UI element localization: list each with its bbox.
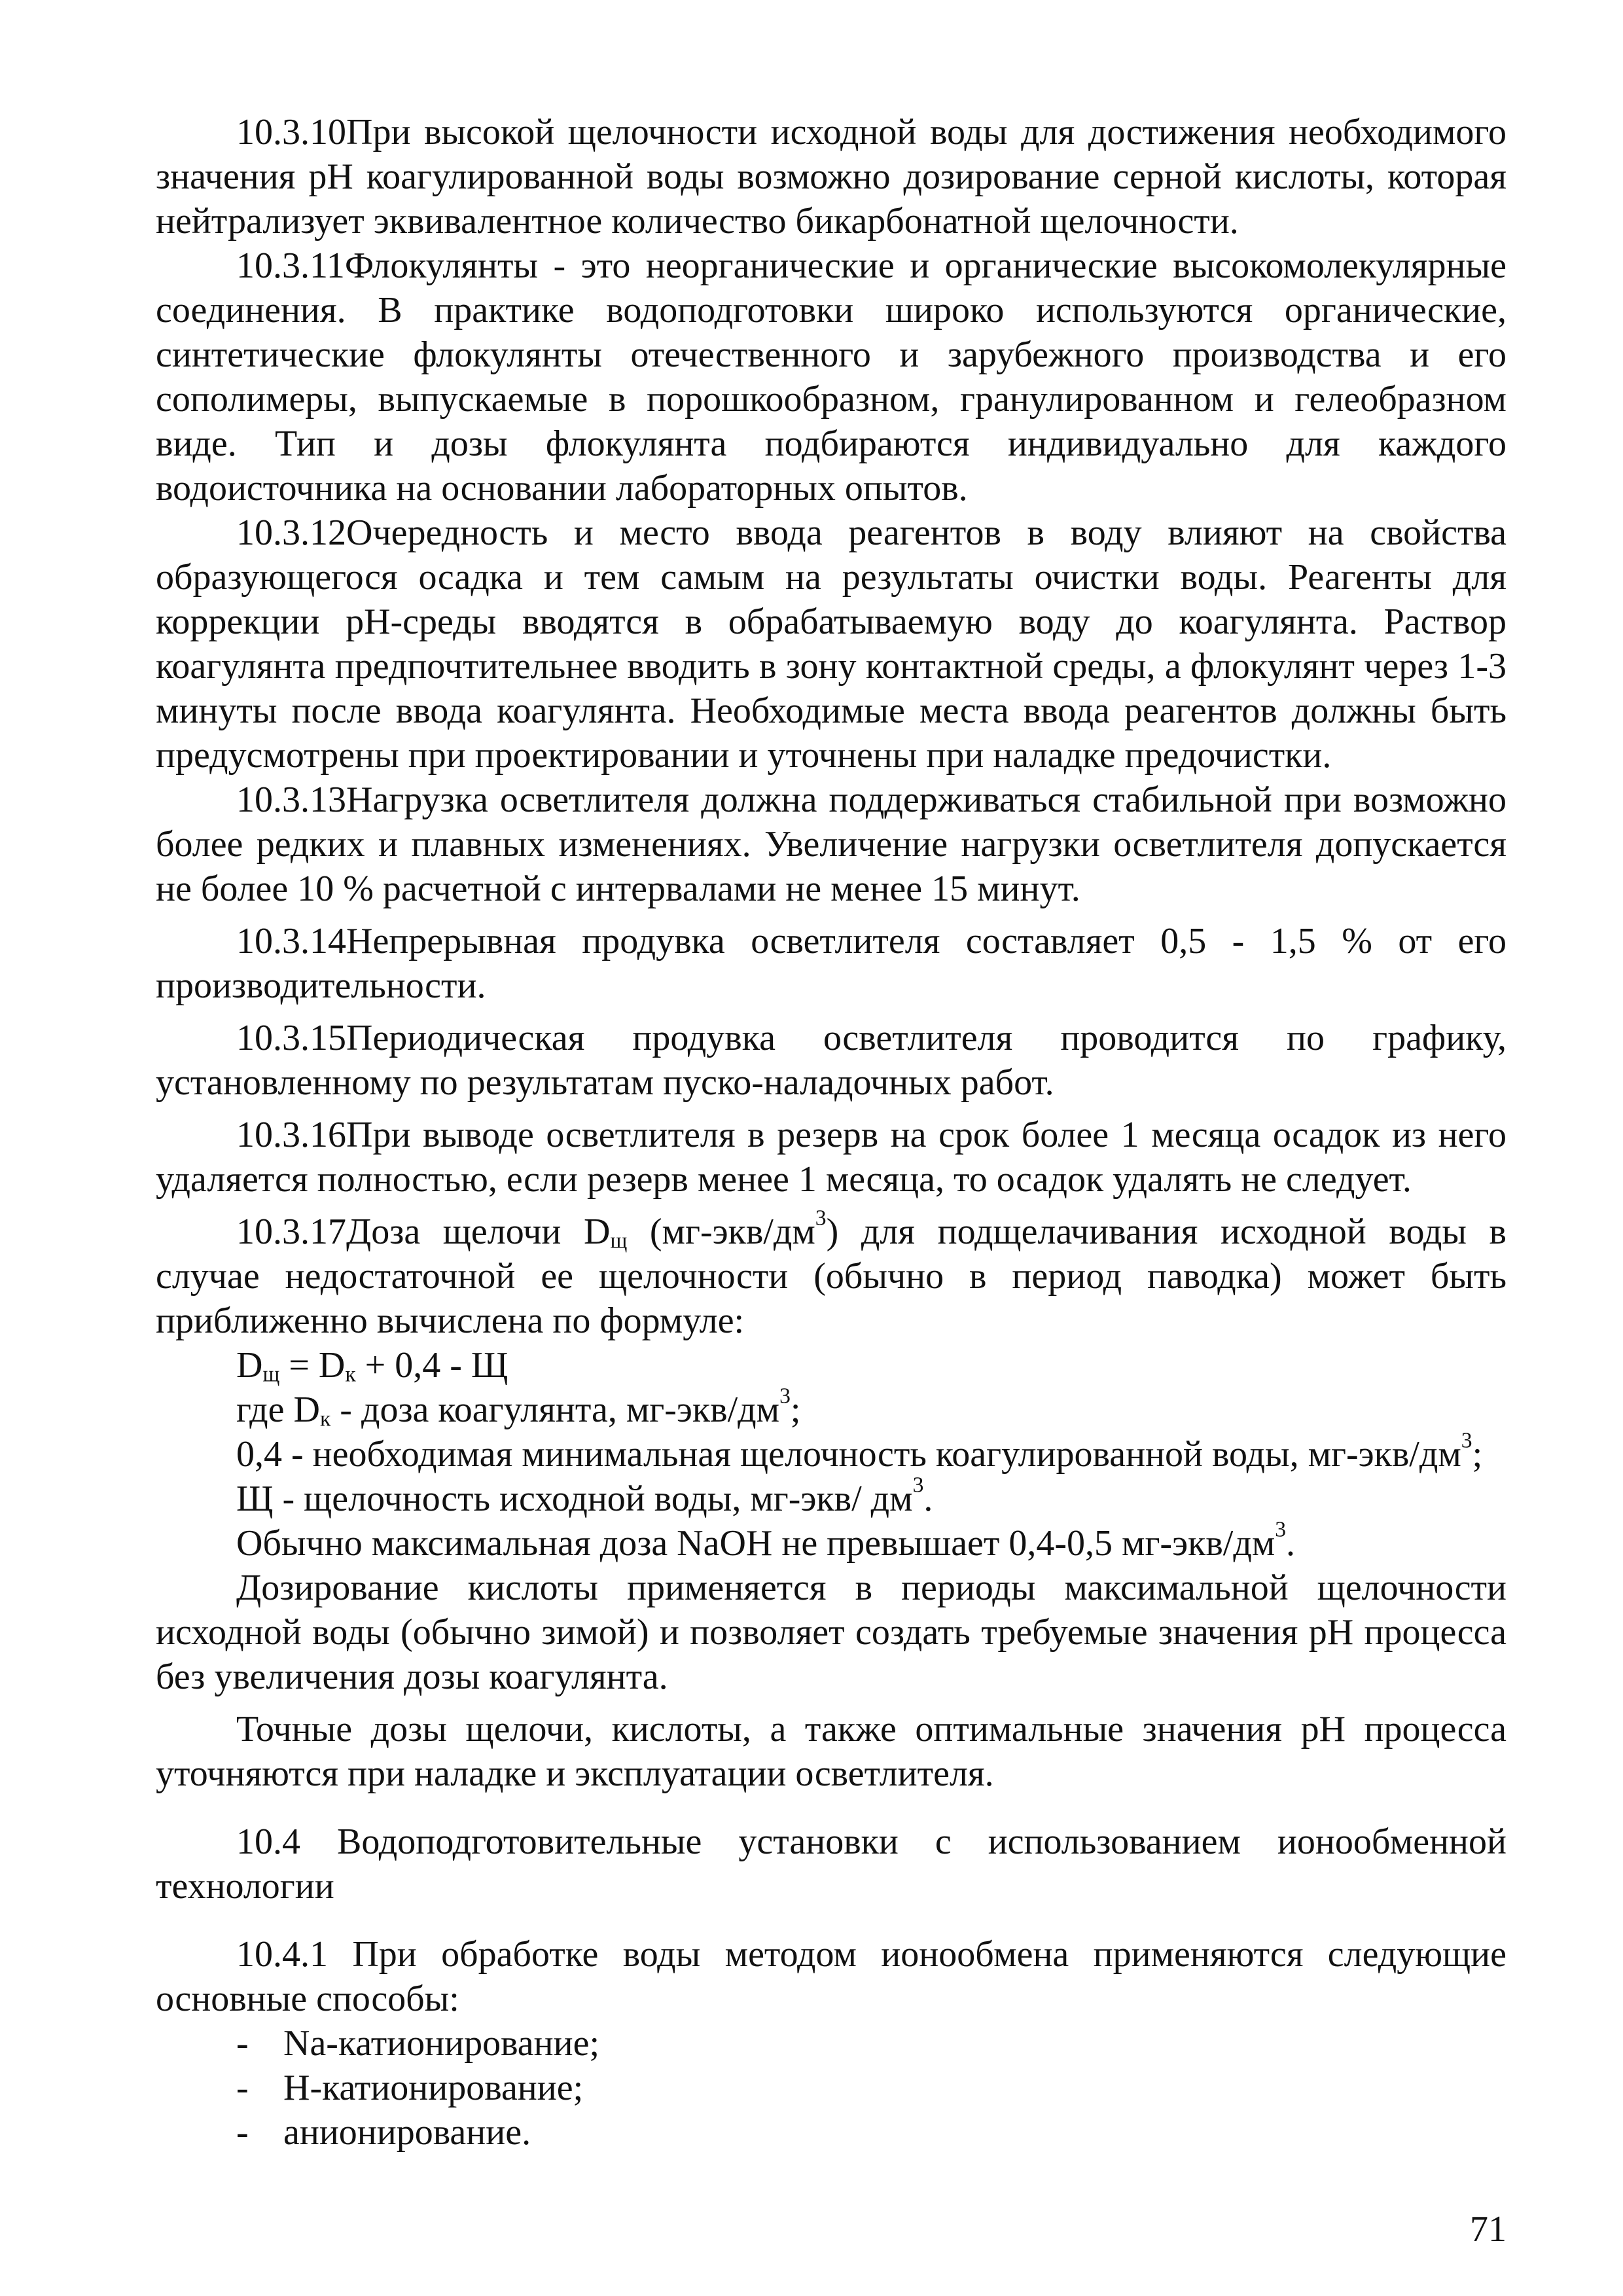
superscript: 3 — [912, 1473, 924, 1498]
subscript: к — [319, 1407, 331, 1431]
subscript: к — [345, 1362, 356, 1387]
clause-number: 10.3.15 — [236, 1018, 346, 1058]
paragraph-text: Очередность и место ввода реагентов в воду влияют на свойства образующегося осадка и тем самым на результаты очистки воды. Реагенты для коррекции pH-среды вводятся в обрабатываемую воду до коагулянта. Раствор коагулянта предпочтительнее вводить в зону контактной среды, а флокулянт через 1-3 минуты после ввода коагулянта. Необходимые места ввода реагентов должны быть предусмотрены при проектировании и уточнены при наладке предочистки. — [156, 512, 1507, 776]
paragraph-text: При обработке воды методом ионообмена применяются следующие основные способы: — [156, 1934, 1507, 2019]
clause-number: 10.3.10 — [236, 112, 346, 152]
clause-number: 10.3.11 — [236, 245, 345, 286]
list-dash: - — [236, 2023, 249, 2064]
note-acid-dosing: Дозирование кислоты применяется в периоды максимальной щелочности исходной воды (обычно зимой) и позволяет создать требуемые значения pH процесса без увеличения дозы коагулянта. — [156, 1568, 1507, 1697]
formula-legend-dk: где $D_к$ - доза коагулянта, $мг-экв/дм^3$; — [236, 1384, 801, 1431]
formula-legend-shch: Щ - щелочность исходной воды, мг-экв/ $дм^3$. — [236, 1473, 933, 1519]
clause-number: 10.3.16 — [236, 1115, 346, 1155]
paragraph-10-4-1 — [156, 1932, 1507, 2021]
ion-exchange-methods-list — [156, 2021, 1507, 2155]
paragraph-text: Непрерывная продувка осветлителя составляет 0,5 - 1,5 % от его производительности. — [156, 921, 1507, 1006]
clause-number: 10.3.14 — [236, 921, 346, 961]
list-item: - Н-катионирование; — [236, 2066, 1507, 2110]
paragraph-10-3-11 — [156, 243, 1507, 511]
paragraph-10-3-10 — [156, 110, 1507, 243]
paragraph-10-3-13 — [156, 778, 1507, 911]
list-dash: - — [236, 2068, 249, 2108]
list-item: - анионирование. — [236, 2110, 1507, 2155]
paragraph-10-3-12 — [156, 511, 1507, 778]
list-item: - Na-катионирование; — [236, 2021, 1507, 2066]
subscript: щ — [610, 1229, 628, 1253]
paragraph-text: При высокой щелочности исходной воды для достижения необходимого значения pH коагулированной воды возможно дозирование серной кислоты, которая нейтрализует эквивалентное количество бикарбонатной щелочности. — [156, 112, 1507, 242]
paragraph-text: Периодическая продувка осветлителя проводится по графику, установленному по результатам пуско-наладочных работ. — [156, 1018, 1507, 1103]
paragraph-10-3-14 — [156, 919, 1507, 1008]
paragraph-10-3-17: 10.3.17Доза щелочи $D_щ$ $(мг-экв/дм^3)$ для подщелачивания исходной воды в случае недостаточной ее щелочности (обычно в период паводка) может быть приближенно вычислена по формуле: — [156, 1206, 1507, 1341]
list-dash: - — [236, 2112, 249, 2153]
superscript: 3 — [815, 1206, 827, 1230]
alkali-dose-formula: $D_щ = D_к + 0,4 - Щ$ — [236, 1345, 508, 1387]
section-heading-10-4 — [156, 1820, 1507, 1909]
document-page — [156, 110, 1507, 2155]
superscript: 3 — [1461, 1428, 1472, 1453]
note-naoh-dose: Обычно максимальная доза NaOH не превышает 0,4-0,5 $мг-экв/дм^3$. — [236, 1517, 1296, 1564]
section-number: 10.4 — [236, 1821, 300, 1862]
superscript: 3 — [779, 1384, 791, 1408]
note-exact-doses: Точные дозы щелочи, кислоты, а также оптимальные значения pH процесса уточняются при наладке и эксплуатации осветлителя. — [156, 1709, 1507, 1794]
superscript: 3 — [1275, 1517, 1287, 1542]
clause-number: 10.4.1 — [236, 1934, 328, 1975]
paragraph-text: Флокулянты - это неорганические и органические высокомолекулярные соединения. В практике водоподготовки широко используются органические, синтетические флокулянты отечественного и зарубежного производства и его сополимеры, выпускаемые в порошкообразном, гранулированном и гелеобразном виде. Тип и дозы флокулянта подбираются индивидуально для каждого водоисточника на основании лабораторных опытов. — [156, 245, 1507, 509]
formula-legend-min-alkalinity: 0,4 - необходимая минимальная щелочность коагулированной воды, $мг-экв/дм^3$; — [236, 1428, 1483, 1475]
subscript: щ — [262, 1362, 280, 1387]
paragraph-10-3-16 — [156, 1113, 1507, 1202]
clause-number: 10.3.13 — [236, 780, 346, 820]
paragraph-text: При выводе осветлителя в резерв на срок более 1 месяца осадок из него удаляется полностью, если резерв менее 1 месяца, то осадок удалять не следует. — [156, 1115, 1507, 1200]
paragraph-text: Нагрузка осветлителя должна поддерживаться стабильной при возможно более редких и плавных изменениях. Увеличение нагрузки осветлителя допускается не более 10 % расчетной с интервалами не менее 15 минут. — [156, 780, 1507, 909]
clause-number: 10.3.12 — [236, 512, 346, 553]
clause-number: 10.3.17 — [236, 1211, 346, 1252]
paragraph-10-3-15 — [156, 1016, 1507, 1105]
section-title: Водоподготовительные установки с использованием ионообменной технологии — [156, 1821, 1507, 1907]
page-number: 71 — [1470, 2209, 1507, 2250]
